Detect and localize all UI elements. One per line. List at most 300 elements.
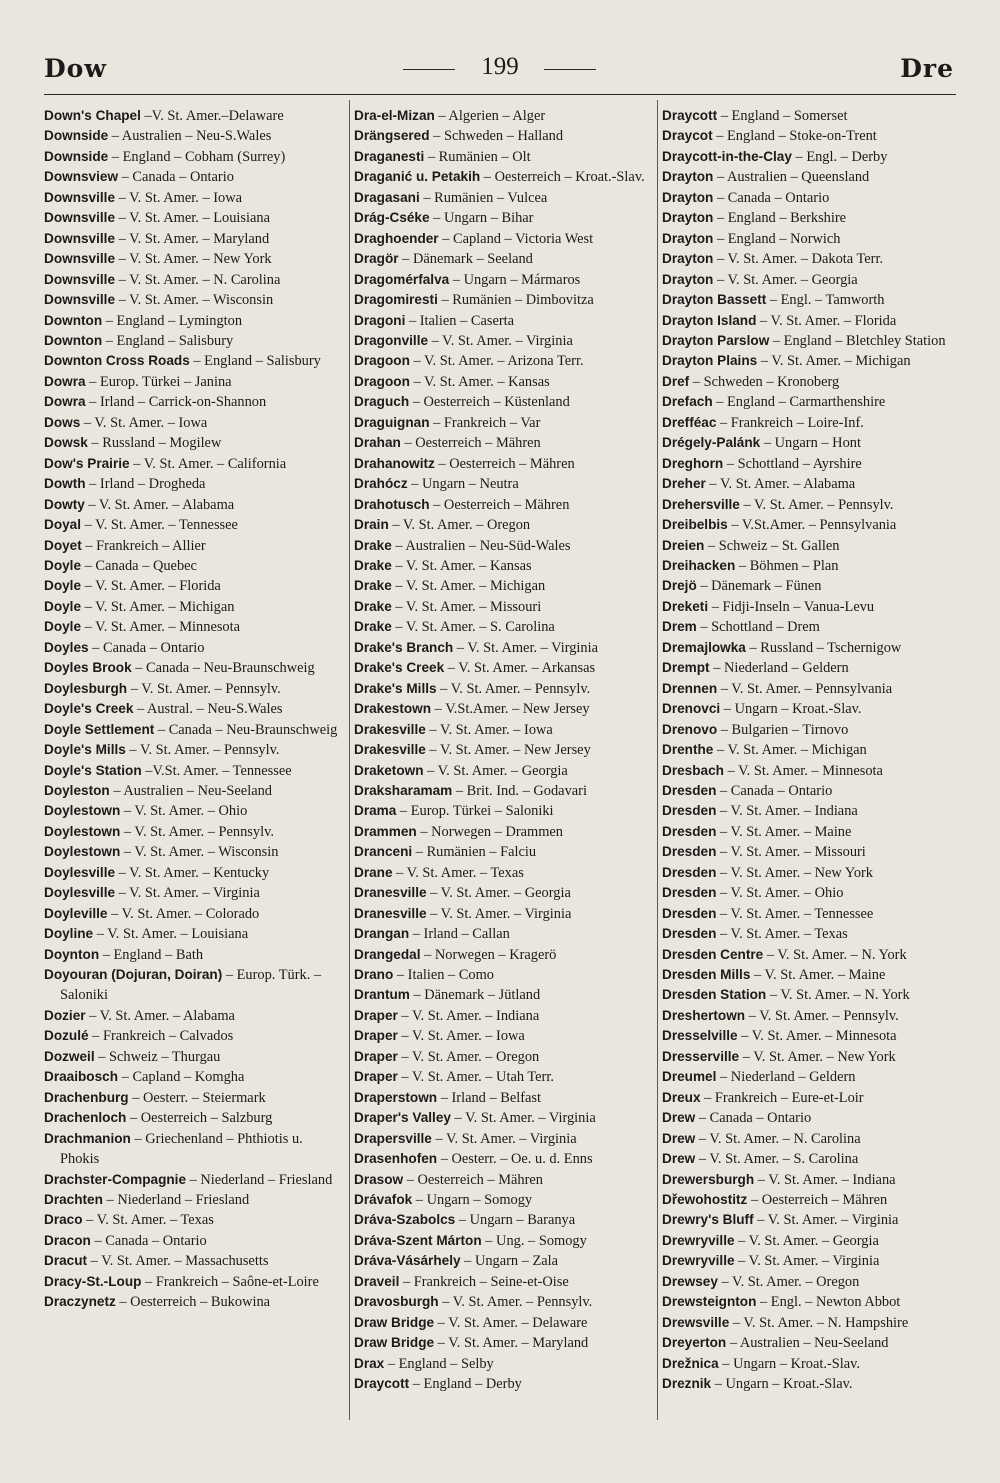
- entry: [44, 1231, 344, 1251]
- entry-term: Downsville: [44, 292, 116, 308]
- entry-term: Draycot: [662, 128, 713, 144]
- entry: [354, 781, 654, 801]
- entry: [44, 433, 344, 453]
- entry-location: – V. St. Amer. – Georgia: [426, 885, 571, 902]
- entry-term: Dows: [44, 414, 81, 430]
- entry-location: – Schweiz – St. Gallen: [704, 537, 840, 554]
- entry-location: – Ungarn – Baranya: [455, 1212, 576, 1229]
- entry-location: – V. St. Amer. – Maine: [750, 967, 886, 984]
- entry-location: – Irland – Callan: [409, 926, 510, 943]
- entry-location: – V. St. Amer. – Pennsylv.: [436, 680, 591, 697]
- entry-location: – V. St. Amer. – Pennsylv.: [125, 742, 280, 759]
- entry-location: – V. St. Amer. – N. Carolina: [115, 271, 281, 288]
- entry-term: Doyle: [44, 557, 82, 573]
- entry: [354, 1374, 654, 1394]
- entry: [44, 1108, 344, 1128]
- entry-term: Drayton Bassett: [662, 292, 767, 308]
- entry-term: Drahotusch: [354, 496, 430, 512]
- entry-location: – Schottland – Drem: [696, 619, 820, 636]
- entry-term: Doyle: [44, 578, 82, 594]
- entry: [44, 617, 344, 637]
- entry: [44, 720, 344, 740]
- entry: [44, 147, 344, 167]
- entry: [44, 1047, 344, 1067]
- entry: [354, 576, 654, 596]
- entry-term: Dresden: [662, 905, 717, 921]
- entry-location: – England – Carmarthenshire: [712, 394, 886, 411]
- entry: [354, 842, 654, 862]
- entry: [354, 679, 654, 699]
- entry-location: – Irland – Drogheda: [85, 476, 206, 493]
- entry-term: Dravosburgh: [354, 1294, 439, 1310]
- entry-term: Doyle: [44, 598, 82, 614]
- entry-location: – Oesterr. – Steiermark: [128, 1089, 266, 1106]
- entry-term: Dreibelbis: [662, 517, 728, 533]
- entry: [662, 720, 958, 740]
- entry: [44, 1170, 344, 1190]
- entry-term: Dow's Prairie: [44, 455, 130, 471]
- entry-term: Downsville: [44, 251, 116, 267]
- entry-term: Dráva-Szent Márton: [354, 1232, 482, 1248]
- entry-location: – Oesterreich – Bukowina: [115, 1294, 271, 1311]
- entry-term: Drayton: [662, 271, 714, 287]
- entry-location: – V. St. Amer. – Louisiana: [93, 926, 249, 943]
- entry: [354, 249, 654, 269]
- entry-term: Doyet: [44, 537, 82, 553]
- entry: [44, 290, 344, 310]
- entry-location: – Irland – Belfast: [437, 1089, 541, 1106]
- entry: [354, 1067, 654, 1087]
- entry-term: Doylestown: [44, 803, 121, 819]
- entry-term: Downsview: [44, 169, 119, 185]
- entry-location: – Oesterreich – Mähren: [400, 435, 541, 452]
- entry-term: Drammen: [354, 823, 417, 839]
- entry-location: – V. St. Amer. – Iowa: [80, 414, 208, 431]
- entry-location: – V. St. Amer. – Texas: [716, 926, 848, 943]
- entry: [354, 1026, 654, 1046]
- entry-location: – V. St. Amer. – S. Carolina: [695, 1151, 859, 1168]
- entry: [662, 1231, 958, 1251]
- entry: [44, 126, 344, 146]
- entry-term: Drakestown: [354, 701, 432, 717]
- entry-term: Doynton: [44, 946, 100, 962]
- entry-location: – V. St. Amer. – Tennessee: [81, 517, 238, 534]
- entry: [662, 147, 958, 167]
- entry-term: Drano: [354, 967, 394, 983]
- entry-term: Dragör: [354, 251, 399, 267]
- entry-term: Drachenburg: [44, 1089, 129, 1105]
- entry-term: Drakesville: [354, 721, 426, 737]
- entry-location: – Canada – Ontario: [118, 169, 234, 186]
- entry: [354, 311, 654, 331]
- entry-location: – Niederland – Friesland: [186, 1171, 333, 1188]
- entry: [354, 495, 654, 515]
- entry-location: – V. St. Amer. – Oregon: [397, 1048, 540, 1065]
- entry: [44, 576, 344, 596]
- entry-location: – V. St. Amer. – New Jersey: [425, 742, 591, 759]
- entry-term: Dráva-Vásárhely: [354, 1253, 461, 1269]
- entry-location: – Oesterreich – Mähren: [747, 1192, 888, 1209]
- entry-term: Drangedal: [354, 946, 421, 962]
- entry-term: Dresden: [662, 844, 717, 860]
- entry-term: Dozweil: [44, 1048, 95, 1064]
- entry-location: – Oesterreich – Mähren: [429, 496, 570, 513]
- entry-location: – Rumänien – Vulcea: [419, 189, 548, 206]
- entry-location: – V. St. Amer. – Indiana: [397, 1007, 540, 1024]
- entry-location: – Niederland – Friesland: [102, 1192, 250, 1209]
- entry-term: Drayton Plains: [662, 353, 758, 369]
- entry-term: Draper: [354, 1069, 398, 1085]
- entry-location: – V. St. Amer. – Minnesota: [81, 619, 241, 636]
- entry-location: – Engl. – Newton Abbot: [756, 1294, 901, 1311]
- entry-term: Dragoon: [354, 353, 410, 369]
- entry-term: Dreihacken: [662, 557, 736, 573]
- entry-location: – V. St. Amer. – N. Carolina: [695, 1130, 861, 1147]
- entry-location: – V. St. Amer. – New York: [716, 864, 873, 881]
- entry-term: Dresden Centre: [662, 946, 764, 962]
- entry-location: – Fidji-Inseln – Vanua-Levu: [708, 598, 875, 615]
- entry: [44, 106, 344, 126]
- entry-location: – England – Lymington: [102, 312, 243, 329]
- entry-term: Drégely-Palánk: [662, 435, 761, 451]
- entry: [662, 290, 958, 310]
- entry: [44, 208, 344, 228]
- entry: [44, 740, 344, 760]
- entry-term: Drenthe: [662, 742, 714, 758]
- entry-term: Draperstown: [354, 1089, 438, 1105]
- entry: [44, 515, 344, 535]
- entry-location: – England – Bath: [99, 946, 204, 963]
- entry-term: Drachmanion: [44, 1130, 131, 1146]
- entry: [662, 126, 958, 146]
- entry: [662, 1292, 958, 1312]
- entry: [662, 781, 958, 801]
- entry-location: – England – Berkshire: [713, 210, 847, 227]
- entry-location: – England – Salisbury: [102, 332, 234, 349]
- entry-term: Doylesville: [44, 864, 116, 880]
- entry: [44, 1292, 344, 1312]
- entry-location: – V. St. Amer. – Virginia: [734, 1253, 880, 1270]
- entry-term: Drenovci: [662, 701, 721, 717]
- entry-term: Drewryville: [662, 1232, 735, 1248]
- entry: [44, 1272, 344, 1292]
- entry: [354, 1129, 654, 1149]
- entry-location: – England – Cobham (Surrey): [108, 148, 286, 165]
- entry: [662, 1272, 958, 1292]
- entry-term: Dresselville: [662, 1028, 738, 1044]
- entry-term: Drahócz: [354, 476, 408, 492]
- entry: [354, 413, 654, 433]
- entry: [354, 1210, 654, 1230]
- entry: [662, 904, 958, 924]
- entry: [354, 106, 654, 126]
- entry: [354, 433, 654, 453]
- entry-location: – Canada – Ontario: [713, 189, 830, 206]
- entry: [354, 965, 654, 985]
- entry: [354, 1251, 654, 1271]
- entry-location: – V. St. Amer. – Maryland: [115, 230, 270, 247]
- entry-location: – V. St. Amer. – Pennsylv.: [739, 496, 894, 513]
- entry: [662, 842, 958, 862]
- entry-term: Dozier: [44, 1007, 86, 1023]
- entry: [662, 311, 958, 331]
- entry: [354, 147, 654, 167]
- entry-location: – Capland – Komgha: [118, 1069, 245, 1086]
- entry-location: – V. St. Amer. – Virginia: [426, 905, 572, 922]
- entry: [662, 1313, 958, 1333]
- entry-term: Downton: [44, 332, 103, 348]
- entry-term: Doyle's Station: [44, 762, 142, 778]
- entry-location: – Rumänien – Dimbovitza: [437, 292, 594, 309]
- entry-location: – V. St. Amer. – Missouri: [391, 598, 542, 615]
- entry-location: – England – Stoke-on-Trent: [712, 128, 877, 145]
- entry-location: – V. St. Amer. – New York: [739, 1048, 896, 1065]
- entry-term: Drewryville: [662, 1253, 735, 1269]
- entry-location: – Frankreich – Loire-Inf.: [716, 414, 864, 431]
- entry-location: – V.St.Amer. – New Jersey: [431, 701, 590, 718]
- entry: [354, 515, 654, 535]
- entry: [354, 740, 654, 760]
- entry-term: Drama: [354, 803, 397, 819]
- entry-term: Drayton: [662, 189, 714, 205]
- entry-term: Dranceni: [354, 844, 413, 860]
- entry-term: Draw Bridge: [354, 1335, 435, 1351]
- entry-term: Drewsteignton: [662, 1294, 757, 1310]
- entry: [662, 658, 958, 678]
- entry-term: Drejö: [662, 578, 697, 594]
- entry-location: – Australien – Neu-Seeland: [726, 1335, 889, 1352]
- entry-location: –V. St. Amer.–Delaware: [140, 108, 284, 124]
- entry-term: Drake: [354, 578, 392, 594]
- entry-location: – Australien – Neu-S.Wales: [108, 128, 272, 145]
- entry-term: Dowra: [44, 373, 86, 389]
- entry-location: – Bulgarien – Tirnovo: [717, 721, 849, 738]
- entry-term: Drennen: [662, 680, 718, 696]
- entry-term: Drewsey: [662, 1273, 718, 1289]
- entry-term: Drake: [354, 537, 392, 553]
- entry-term: Drayton: [662, 169, 714, 185]
- entry: [354, 1190, 654, 1210]
- entry: [662, 229, 958, 249]
- column-3: [662, 106, 958, 1395]
- entry: [662, 351, 958, 371]
- entry-location: – Canada – Ontario: [90, 1232, 207, 1249]
- entry-term: Dresden: [662, 885, 717, 901]
- entry: [354, 822, 654, 842]
- entry-location: – V. St. Amer. – Dakota Terr.: [713, 251, 884, 268]
- entry: [354, 454, 654, 474]
- entry-location: – Frankreich – Seine-et-Oise: [399, 1273, 569, 1290]
- entry-term: Downsville: [44, 189, 116, 205]
- entry: [662, 1170, 958, 1190]
- entry-location: – V. St. Amer. – Pennsylv.: [745, 1007, 899, 1024]
- entry-term: Drayton: [662, 210, 714, 226]
- entry-location: – V. St. Amer. – Wisconsin: [120, 844, 279, 861]
- entry-term: Dowsk: [44, 435, 88, 451]
- entry: [354, 536, 654, 556]
- entry: [662, 1108, 958, 1128]
- entry-term: Dracut: [44, 1253, 88, 1269]
- entry-term: Drax: [354, 1355, 385, 1371]
- entry: [354, 761, 654, 781]
- entry: [354, 1170, 654, 1190]
- entry-term: Dracy-St.-Loup: [44, 1273, 142, 1289]
- entry-term: Draghoender: [354, 230, 439, 246]
- entry-term: Drayton: [662, 251, 714, 267]
- entry-term: Dref: [662, 373, 690, 389]
- entry-term: Draaibosch: [44, 1069, 119, 1085]
- entry-location: – England – Norwich: [713, 230, 841, 247]
- entry: [354, 883, 654, 903]
- entry-term: Draguch: [354, 394, 410, 410]
- entry-location: – Niederland – Geldern: [716, 1069, 856, 1086]
- entry-term: Draketown: [354, 762, 424, 778]
- entry-term: Downside: [44, 128, 109, 144]
- entry-term: Drewersburgh: [662, 1171, 755, 1187]
- entry: [354, 801, 654, 821]
- entry: [44, 351, 344, 371]
- entry-term: Drasow: [354, 1171, 404, 1187]
- entry-location: – Oesterreich – Kroat.-Slav.: [480, 169, 645, 186]
- entry-term: Doylesburgh: [44, 680, 128, 696]
- entry: [354, 229, 654, 249]
- entry-term: Dreien: [662, 537, 705, 553]
- entry: [662, 699, 958, 719]
- entry-location: – Ungarn – Bihar: [429, 210, 534, 227]
- entry: [354, 904, 654, 924]
- entry-location: – V. St. Amer. – Michigan: [81, 598, 235, 615]
- entry-location: – V. St. Amer. – Louisiana: [115, 210, 270, 227]
- entry: [354, 924, 654, 944]
- entry-location: – V. St. Amer. – Ohio: [120, 803, 248, 820]
- entry-term: Drake: [354, 619, 392, 635]
- entry-location: – Irland – Carrick-on-Shannon: [85, 394, 267, 411]
- entry-location: – Norwegen – Kragerö: [420, 946, 557, 963]
- entry: [662, 1354, 958, 1374]
- entry: [662, 188, 958, 208]
- entry-location: – V. St. Amer. – Pennsylvania: [717, 680, 893, 697]
- entry-location: – V. St. Amer. – Maine: [716, 823, 852, 840]
- entry: [662, 576, 958, 596]
- entry-location: – Schweden – Kronoberg: [689, 373, 840, 390]
- entry-term: Dragomérfalva: [354, 271, 450, 287]
- entry: [662, 106, 958, 126]
- entry: [44, 1190, 344, 1210]
- entry: [44, 474, 344, 494]
- entry-term: Drahan: [354, 435, 401, 451]
- entry-term: Drachten: [44, 1192, 103, 1208]
- entry-location: – V. St. Amer. – California: [129, 455, 287, 472]
- entry-location: – Dänemark – Seeland: [398, 251, 533, 268]
- entry-location: – Canada – Quebec: [81, 557, 197, 574]
- entry-term: Dremajlowka: [662, 639, 746, 655]
- entry: [662, 1190, 958, 1210]
- entry-location: – V. St. Amer. – Virginia: [450, 1110, 596, 1127]
- entry: [662, 883, 958, 903]
- entry-term: Dragasani: [354, 189, 420, 205]
- entry-term: Drefach: [662, 394, 713, 410]
- entry-location: – V. St. Amer. – Florida: [756, 312, 897, 329]
- entry-term: Doyline: [44, 926, 94, 942]
- entry: [354, 1272, 654, 1292]
- entry: [44, 699, 344, 719]
- entry-location: – Ungarn – Somogy: [412, 1192, 533, 1209]
- entry-term: Draper's Valley: [354, 1110, 451, 1126]
- entry-location: – V. St. Amer. – Pennsylv.: [127, 680, 281, 697]
- entry-location: – England – Selby: [384, 1355, 494, 1372]
- entry-location: – Oesterreich – Salzburg: [126, 1110, 273, 1127]
- entry: [44, 270, 344, 290]
- entry-term: Downsville: [44, 230, 116, 246]
- entry-location: – Frankreich – Saône-et-Loire: [141, 1273, 319, 1290]
- entry-term: Downside: [44, 148, 109, 164]
- entry-location: – V. St. Amer. – Texas: [392, 864, 524, 881]
- entry: [354, 1231, 654, 1251]
- entry-term: Draco: [44, 1212, 83, 1228]
- entry: [354, 290, 654, 310]
- entry-location: – Austral. – Neu-S.Wales: [133, 701, 283, 718]
- entry-location: – Ungarn – Hont: [760, 435, 861, 452]
- entry: [662, 1047, 958, 1067]
- entry: [662, 945, 958, 965]
- entry-location: – Ungarn – Mármaros: [449, 271, 581, 288]
- entry-term: Dresserville: [662, 1048, 740, 1064]
- entry-location: – Oesterreich – Mähren: [403, 1171, 543, 1188]
- entry: [662, 270, 958, 290]
- entry-term: Doylestown: [44, 823, 121, 839]
- entry: [662, 985, 958, 1005]
- entry-location: – Capland – Victoria West: [438, 230, 594, 247]
- entry-term: Dracon: [44, 1232, 91, 1248]
- entry-term: Dresbach: [662, 762, 724, 778]
- entry: [662, 761, 958, 781]
- entry: [354, 351, 654, 371]
- entry-location: – V. St. Amer. – Iowa: [425, 721, 553, 738]
- entry-term: Downton: [44, 312, 103, 328]
- entry-term: Draganesti: [354, 148, 425, 164]
- entry: [44, 229, 344, 249]
- entry-location: – V. St. Amer. – Kentucky: [115, 864, 270, 881]
- entry-term: Drewry's Bluff: [662, 1212, 754, 1228]
- entry-location: – V. St. Amer. – Michigan: [757, 353, 911, 370]
- entry-term: Draper: [354, 1007, 398, 1023]
- entry: [354, 720, 654, 740]
- entry-location: – Ungarn – Zala: [460, 1253, 559, 1270]
- entry-location: – V. St. Amer. – Delaware: [434, 1314, 588, 1331]
- entry-term: Doyle's Creek: [44, 701, 134, 717]
- entry-location: – Australien – Neu-Seeland: [109, 782, 272, 799]
- entry-term: Dowty: [44, 496, 85, 512]
- entry-location: – Oesterreich – Küstenland: [409, 394, 570, 411]
- entry-location: – V. St. Amer. – Michigan: [391, 578, 546, 595]
- entry-location: – V. St. Amer. – N. York: [763, 946, 907, 963]
- entry-term: Doylestown: [44, 844, 121, 860]
- entry: [44, 249, 344, 269]
- entry-location: – V. St. Amer. – Minnesota: [723, 762, 883, 779]
- entry-location: – Italien – Caserta: [405, 312, 515, 329]
- entry: [662, 1026, 958, 1046]
- entry-location: – Schweiz – Thurgau: [94, 1048, 221, 1065]
- entry-location: – V. St. Amer. – Georgia: [713, 271, 858, 288]
- entry-location: – Niederland – Geldern: [709, 660, 849, 677]
- entry-term: Dreghorn: [662, 455, 724, 471]
- entry-term: Dreketi: [662, 598, 709, 614]
- entry: [44, 1088, 344, 1108]
- entry-location: – V.St.Amer. – Pennsylvania: [727, 517, 897, 534]
- entry-location: – V. St. Amer. – Alabama: [705, 476, 856, 493]
- entry: [44, 454, 344, 474]
- entry: [354, 188, 654, 208]
